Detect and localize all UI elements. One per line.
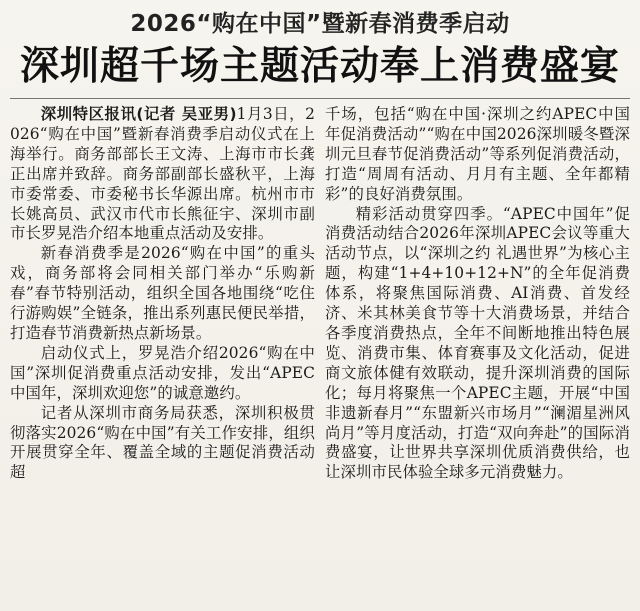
article-byline: 深圳特区报讯(记者 吴亚男) [40,105,237,123]
article-paragraph: 启动仪式上，罗晃浩介绍2026“购在中国”深圳促消费重点活动安排，发出“APEC中国年，深圳欢迎您”的诚意邀约。 [10,343,315,402]
article-paragraph: 精彩活动贯穿四季。“APEC中国年”促消费活动结合2026年深圳APEC会议等重大活动节点，以“深圳之约 礼遇世界”为核心主题，构建“1+4+10+12+N”的全年促消费体系，将聚焦国际消费、AI消费、首发经济、米其林美食节等十大消费场景，并结合各季度消费热点，全年不间断地推出特色展览、消费市集、体育赛事及文化活动，促进商文旅体健有效联动，提升深圳消费的国际化；每月将聚焦一个APEC主题，开展“中国非遗新春月”“东盟新兴市场月”“澜湄星洲风尚月”等月度活动，打造“双向奔赴”的国际消费盛宴，让世界共享深圳优质消费供给，也让深圳市民体验全球多元消费魅力。 [325,204,630,482]
article-column-left [10,105,315,483]
article-paragraph: 记者从深圳市商务局获悉，深圳积极贯彻落实2026“购在中国”有关工作安排，组织开展贯穿全年、覆盖全域的主题促消费活动超 [10,403,315,482]
article-headline: 深圳超千场主题活动奉上消费盛宴 [19,44,620,89]
article-paragraph [10,105,315,244]
article-subhead: 2026“购在中国”暨新春消费季启动 [130,11,510,37]
article-body [10,105,630,483]
article-column-right [325,105,630,483]
article-paragraph-text: 1月3日，2026“购在中国”暨新春消费季启动仪式在上海举行。商务部部长王文涛、上海市市长龚正出席并致辞。商务部副部长盛秋平，上海市委常委、市委秘书长华源出席。杭州市市长姚高员、武汉市代市长熊征宇、深圳市副市长罗晃浩介绍本地重点活动及安排。 [10,105,316,243]
headline-divider [10,98,630,99]
article-paragraph: 新春消费季是2026“购在中国”的重头戏，商务部将会同相关部门举办“乐购新春”春节特别活动，组织全国各地围绕“吃住行游购娱”全链条，推出系列惠民便民举措，打造春节消费新热点新场景。 [10,244,315,342]
article-paragraph-continued: 千场，包括“购在中国·深圳之约APEC中国年促消费活动”“购在中国2026深圳暖冬暨深圳元旦春节促消费活动”等系列促消费活动，打造“周周有活动、月月有主题、全年都精彩”的良好消费氛围。 [325,105,630,203]
